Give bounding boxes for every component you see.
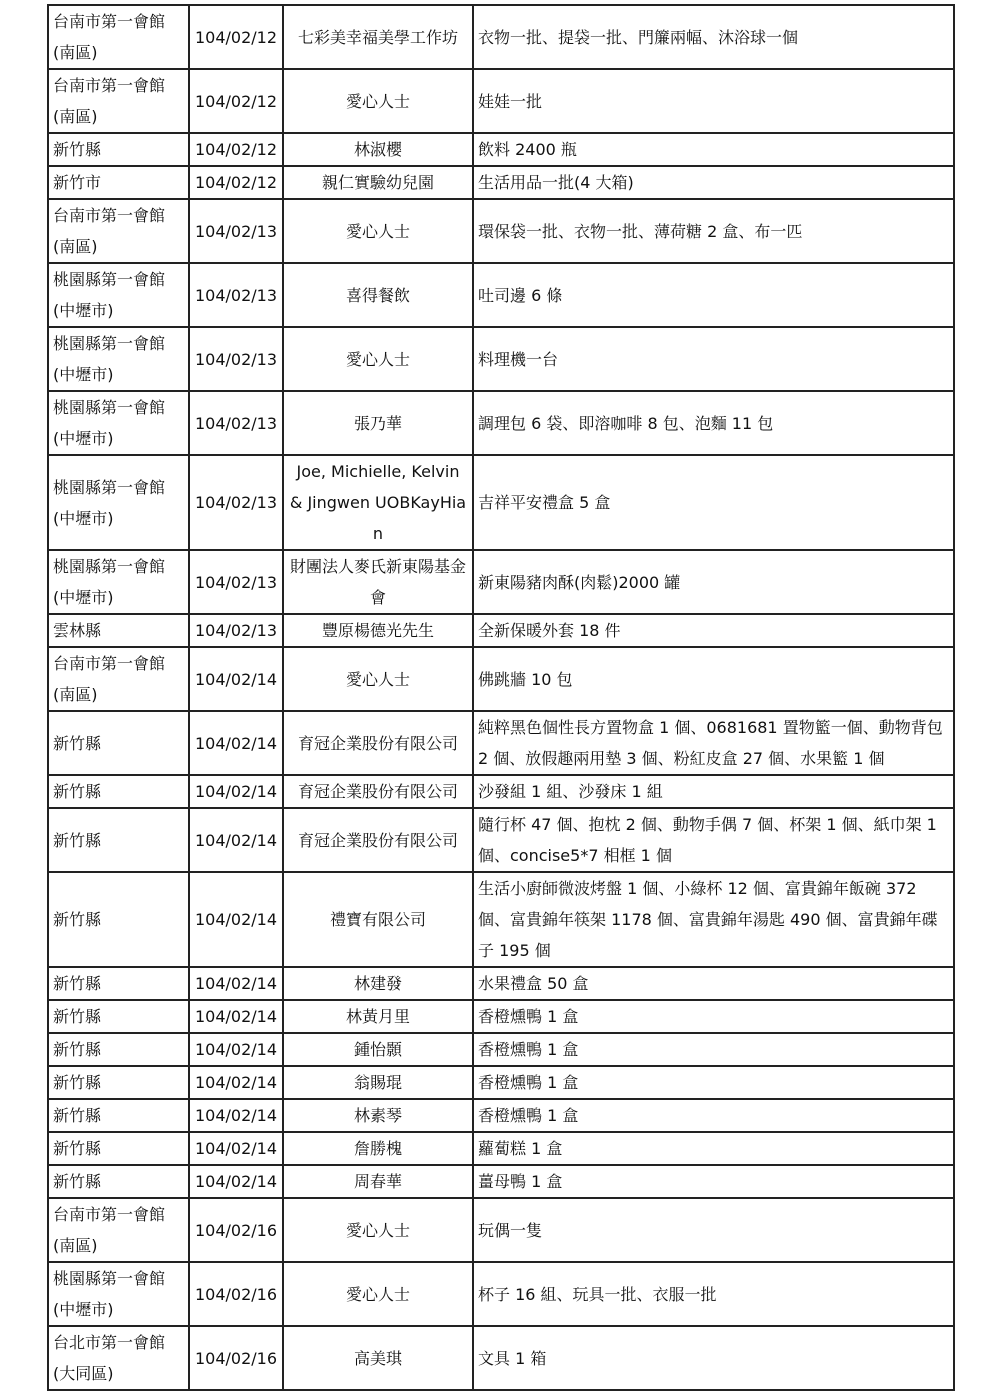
location-cell: 台南市第一會館(南區) — [48, 69, 189, 133]
donor-cell: 愛心人士 — [283, 327, 473, 391]
donor-cell: 高美琪 — [283, 1326, 473, 1390]
date-cell: 104/02/13 — [189, 455, 283, 550]
items-cell: 沙發組 1 組、沙發床 1 組 — [473, 775, 954, 808]
donor-cell: 育冠企業股份有限公司 — [283, 711, 473, 775]
table-row — [48, 1198, 954, 1262]
table-row — [48, 1165, 954, 1198]
table-row — [48, 614, 954, 647]
table-row — [48, 199, 954, 263]
location-cell: 桃園縣第一會館(中壢市) — [48, 550, 189, 614]
donor-cell: 愛心人士 — [283, 647, 473, 711]
table-row — [48, 872, 954, 967]
table-row — [48, 1132, 954, 1165]
location-cell: 台南市第一會館(南區) — [48, 647, 189, 711]
table-row — [48, 69, 954, 133]
date-cell: 104/02/16 — [189, 1326, 283, 1390]
location-cell: 新竹縣 — [48, 967, 189, 1000]
table-row — [48, 455, 954, 550]
location-cell: 新竹縣 — [48, 808, 189, 872]
date-cell: 104/02/12 — [189, 133, 283, 166]
table-row — [48, 391, 954, 455]
donor-cell: 鍾怡顥 — [283, 1033, 473, 1066]
date-cell: 104/02/14 — [189, 872, 283, 967]
location-cell: 台南市第一會館(南區) — [48, 199, 189, 263]
location-cell: 台北市第一會館(大同區) — [48, 1326, 189, 1390]
items-cell: 香橙燻鴨 1 盒 — [473, 1099, 954, 1132]
items-cell: 料理機一台 — [473, 327, 954, 391]
items-cell: 隨行杯 47 個、抱枕 2 個、動物手偶 7 個、杯架 1 個、紙巾架 1 個、concise5*7 相框 1 個 — [473, 808, 954, 872]
table-row — [48, 967, 954, 1000]
donor-cell: 愛心人士 — [283, 1198, 473, 1262]
items-cell: 生活小廚師微波烤盤 1 個、小綠杯 12 個、富貴錦年飯碗 372 個、富貴錦年筷架 1178 個、富貴錦年湯匙 490 個、富貴錦年碟子 195 個 — [473, 872, 954, 967]
date-cell: 104/02/14 — [189, 775, 283, 808]
items-cell: 香橙燻鴨 1 盒 — [473, 1000, 954, 1033]
table-row — [48, 166, 954, 199]
table-row — [48, 1326, 954, 1390]
items-cell: 吉祥平安禮盒 5 盒 — [473, 455, 954, 550]
date-cell: 104/02/14 — [189, 1132, 283, 1165]
location-cell: 桃園縣第一會館(中壢市) — [48, 1262, 189, 1326]
location-cell: 新竹縣 — [48, 1033, 189, 1066]
donor-cell: 林淑櫻 — [283, 133, 473, 166]
items-cell: 蘿蔔糕 1 盒 — [473, 1132, 954, 1165]
location-cell: 新竹縣 — [48, 1165, 189, 1198]
items-cell: 環保袋一批、衣物一批、薄荷糖 2 盒、布一匹 — [473, 199, 954, 263]
date-cell: 104/02/13 — [189, 199, 283, 263]
table-row — [48, 1066, 954, 1099]
table-row — [48, 133, 954, 166]
location-cell: 新竹縣 — [48, 711, 189, 775]
items-cell: 香橙燻鴨 1 盒 — [473, 1033, 954, 1066]
items-cell: 吐司邊 6 條 — [473, 263, 954, 327]
items-cell: 玩偶一隻 — [473, 1198, 954, 1262]
date-cell: 104/02/14 — [189, 808, 283, 872]
location-cell: 新竹縣 — [48, 775, 189, 808]
date-cell: 104/02/12 — [189, 5, 283, 69]
date-cell: 104/02/14 — [189, 1033, 283, 1066]
donor-cell: 親仁實驗幼兒園 — [283, 166, 473, 199]
items-cell: 飲料 2400 瓶 — [473, 133, 954, 166]
donor-cell: 七彩美幸福美學工作坊 — [283, 5, 473, 69]
location-cell: 桃園縣第一會館(中壢市) — [48, 455, 189, 550]
items-cell: 全新保暖外套 18 件 — [473, 614, 954, 647]
location-cell: 新竹縣 — [48, 1066, 189, 1099]
items-cell: 新東陽豬肉酥(肉鬆)2000 罐 — [473, 550, 954, 614]
location-cell: 新竹市 — [48, 166, 189, 199]
location-cell: 桃園縣第一會館(中壢市) — [48, 327, 189, 391]
table-row — [48, 1262, 954, 1326]
location-cell: 新竹縣 — [48, 1099, 189, 1132]
date-cell: 104/02/14 — [189, 1165, 283, 1198]
items-cell: 衣物一批、提袋一批、門簾兩幅、沐浴球一個 — [473, 5, 954, 69]
items-cell: 純粹黑色個性長方置物盒 1 個、0681681 置物籃一個、動物背包 2 個、放假趣兩用墊 3 個、粉紅皮盒 27 個、水果籃 1 個 — [473, 711, 954, 775]
donor-cell: 詹勝槐 — [283, 1132, 473, 1165]
table-row — [48, 1000, 954, 1033]
location-cell: 新竹縣 — [48, 1000, 189, 1033]
items-cell: 杯子 16 組、玩具一批、衣服一批 — [473, 1262, 954, 1326]
donor-cell: 愛心人士 — [283, 1262, 473, 1326]
date-cell: 104/02/14 — [189, 711, 283, 775]
date-cell: 104/02/14 — [189, 1066, 283, 1099]
table-row — [48, 550, 954, 614]
items-cell: 生活用品一批(4 大箱) — [473, 166, 954, 199]
table-row — [48, 1099, 954, 1132]
donation-table — [47, 4, 955, 1391]
donor-cell: 翁賜琨 — [283, 1066, 473, 1099]
donor-cell: 育冠企業股份有限公司 — [283, 808, 473, 872]
location-cell: 桃園縣第一會館(中壢市) — [48, 391, 189, 455]
donor-cell: 禮寶有限公司 — [283, 872, 473, 967]
date-cell: 104/02/14 — [189, 967, 283, 1000]
donor-cell: 愛心人士 — [283, 199, 473, 263]
date-cell: 104/02/13 — [189, 327, 283, 391]
table-row — [48, 263, 954, 327]
date-cell: 104/02/14 — [189, 1099, 283, 1132]
donor-cell: 豐原楊德光先生 — [283, 614, 473, 647]
items-cell: 佛跳牆 10 包 — [473, 647, 954, 711]
donor-cell: 愛心人士 — [283, 69, 473, 133]
table-row — [48, 808, 954, 872]
table-row — [48, 775, 954, 808]
date-cell: 104/02/16 — [189, 1262, 283, 1326]
date-cell: 104/02/13 — [189, 391, 283, 455]
date-cell: 104/02/14 — [189, 1000, 283, 1033]
items-cell: 水果禮盒 50 盒 — [473, 967, 954, 1000]
location-cell: 新竹縣 — [48, 872, 189, 967]
table-row — [48, 711, 954, 775]
date-cell: 104/02/13 — [189, 614, 283, 647]
date-cell: 104/02/12 — [189, 69, 283, 133]
location-cell: 台南市第一會館(南區) — [48, 5, 189, 69]
date-cell: 104/02/13 — [189, 550, 283, 614]
items-cell: 調理包 6 袋、即溶咖啡 8 包、泡麵 11 包 — [473, 391, 954, 455]
table-row — [48, 5, 954, 69]
donor-cell: 林建發 — [283, 967, 473, 1000]
table-row — [48, 647, 954, 711]
location-cell: 新竹縣 — [48, 1132, 189, 1165]
donor-cell: 財團法人麥氏新東陽基金會 — [283, 550, 473, 614]
table-row — [48, 1033, 954, 1066]
donor-cell: 周春華 — [283, 1165, 473, 1198]
donor-cell: 林黃月里 — [283, 1000, 473, 1033]
donor-cell: 育冠企業股份有限公司 — [283, 775, 473, 808]
items-cell: 薑母鴨 1 盒 — [473, 1165, 954, 1198]
date-cell: 104/02/16 — [189, 1198, 283, 1262]
items-cell: 娃娃一批 — [473, 69, 954, 133]
donor-cell: 張乃華 — [283, 391, 473, 455]
table-row — [48, 327, 954, 391]
donor-cell: Joe, Michielle, Kelvin & Jingwen UOBKayHian — [283, 455, 473, 550]
donor-cell: 喜得餐飲 — [283, 263, 473, 327]
items-cell: 文具 1 箱 — [473, 1326, 954, 1390]
donor-cell: 林素琴 — [283, 1099, 473, 1132]
date-cell: 104/02/14 — [189, 647, 283, 711]
donation-table-body — [48, 5, 954, 1390]
location-cell: 雲林縣 — [48, 614, 189, 647]
date-cell: 104/02/12 — [189, 166, 283, 199]
date-cell: 104/02/13 — [189, 263, 283, 327]
location-cell: 台南市第一會館(南區) — [48, 1198, 189, 1262]
location-cell: 桃園縣第一會館(中壢市) — [48, 263, 189, 327]
items-cell: 香橙燻鴨 1 盒 — [473, 1066, 954, 1099]
location-cell: 新竹縣 — [48, 133, 189, 166]
